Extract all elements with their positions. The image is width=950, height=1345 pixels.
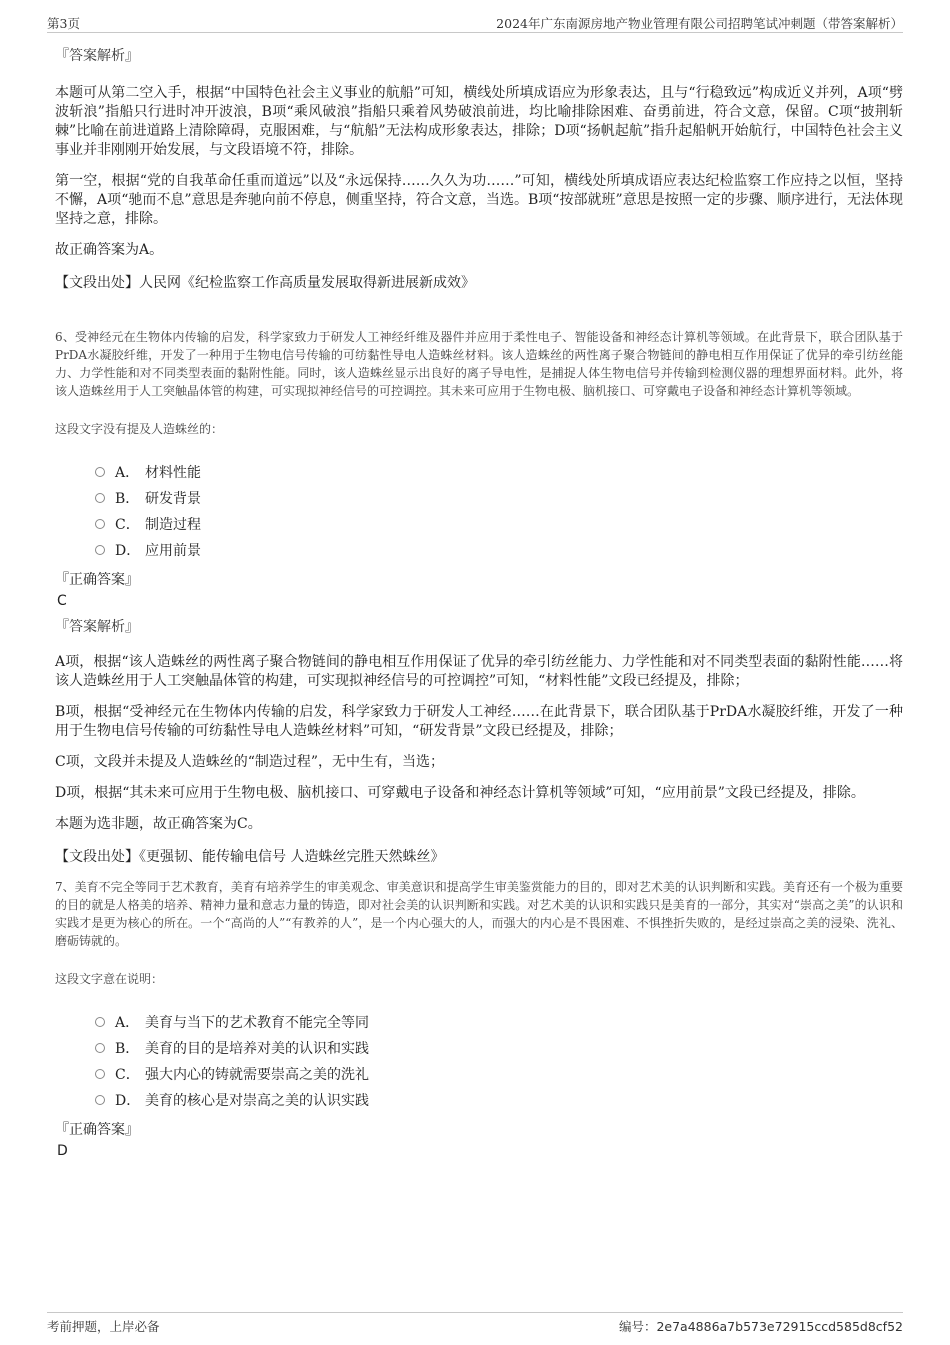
- option-letter: A．: [115, 465, 140, 481]
- page-footer: [47, 1312, 903, 1335]
- option-text: 强大内心的铸就需要崇高之美的洗礼: [145, 1067, 369, 1083]
- q6-question-text: 6、受神经元在生物体内传输的启发，科学家致力于研发人工神经纤维及器件并应用于柔性电子、智能设备和神经态计算机等领域。在此背景下，联合团队基于PrDA水凝胶纤维，开发了一种用于生物电信号传输的可纺黏性导电人造蛛丝材料。该人造蛛丝的两性离子聚合物链间的静电相互作用保证了优异的牵引纺丝能力、力学性能和对不同类型表面的黏附性能。同时，该人造蛛丝显示出良好的离子导电性，是捕捉人体生物电信号并传输到检测仪器的理想界面材料。此外，将该人造蛛丝用于人工突触晶体管的构建，可实现拟神经信号的可控调控。其未来可应用于生物电极、脑机接口、可穿戴电子设备和神经态计算机等领域。: [55, 330, 903, 398]
- q6-analysis-label: 『答案解析』: [55, 619, 139, 635]
- option-text: 制造过程: [145, 517, 201, 533]
- radio-icon[interactable]: [95, 1017, 105, 1027]
- radio-icon[interactable]: [95, 545, 105, 555]
- radio-icon[interactable]: [95, 519, 105, 529]
- q7-prompt: 这段文字意在说明：: [55, 972, 164, 986]
- page-header: [47, 14, 903, 33]
- q6-option-d[interactable]: [95, 537, 903, 563]
- q6-answer-label: 『正确答案』: [55, 572, 139, 588]
- q5-analysis-paragraph: 本题可从第二空入手，根据“中国特色社会主义事业的航船”可知，横线处所填成语应为形象表达，且与“行稳致远”构成近义并列，A项“劈波斩浪”指船只行进时冲开波浪，B项“乘风破浪”指船只乘着风势破浪前进，均比喻排除困难、奋勇前进，符合文意，保留。C项“披荆斩棘”比喻在前进道路上清除障碍，克服困难，与“航船”无法构成形象表达，排除；D项“扬帆起航”指升起船帆开始航行，中国特色社会主义事业并非刚刚开始发展，与文段语境不符，排除。: [55, 85, 903, 158]
- option-letter: D．: [115, 1093, 141, 1109]
- q6-options: [95, 459, 903, 563]
- q5-conclusion: 故正确答案为A。: [55, 242, 164, 258]
- radio-icon[interactable]: [95, 1095, 105, 1105]
- q6-answer-value: C: [57, 593, 67, 609]
- q6-analysis-paragraph: B项，根据“受神经元在生物体内传输的启发，科学家致力于研发人工神经……在此背景下，联合团队基于PrDA水凝胶纤维，开发了一种用于生物电信号传输的可纺黏性导电人造蛛丝材料”可知，“研发背景”文段已经提及，排除；: [55, 704, 903, 739]
- option-letter: D．: [115, 543, 141, 559]
- q6-option-b[interactable]: [95, 485, 903, 511]
- q6-conclusion: 本题为选非题，故正确答案为C。: [55, 816, 262, 832]
- q6-option-a[interactable]: [95, 459, 903, 485]
- q6-analysis-paragraph: D项，根据“其未来可应用于生物电极、脑机接口、可穿戴电子设备和神经态计算机等领域”可知，“应用前景”文段已经提及，排除。: [55, 785, 865, 801]
- q7-option-a[interactable]: [95, 1009, 903, 1035]
- q6-analysis-paragraph: C项，文段并未提及人造蛛丝的“制造过程”，无中生有，当选；: [55, 754, 445, 770]
- q5-analysis-paragraph: 第一空，根据“党的自我革命任重而道远”以及“永远保持……久久为功……”可知，横线处所填成语应表达纪检监察工作应持之以恒，坚持不懈，A项“驰而不息”意思是奔驰向前不停息，侧重坚持，符合文意，当选。B项“按部就班”意思是按照一定的步骤、顺序进行，无法体现坚持之意，排除。: [55, 173, 903, 227]
- q5-source: 【文段出处】人民网《纪检监察工作高质量发展取得新进展新成效》: [55, 275, 475, 291]
- option-text: 美育与当下的艺术教育不能完全等同: [145, 1015, 369, 1031]
- radio-icon[interactable]: [95, 1043, 105, 1053]
- radio-icon[interactable]: [95, 467, 105, 477]
- footer-code-value: 2e7a4886a7b573e72915ccd585d8cf52: [656, 1319, 903, 1334]
- q7-question-text: 7、美育不完全等同于艺术教育，美育有培养学生的审美观念、审美意识和提高学生审美鉴赏能力的目的，即对艺术美的认识判断和实践。美育还有一个极为重要的目的就是人格美的培养、精神力量和意志力量的铸造，即对社会美的认识判断和实践。对艺术美的认识和实践只是美育的一部分，其实对“崇高之美”的认识和实践才是更为核心的所在。一个“高尚的人”“有教养的人”，是一个内心强大的人，而强大的内心是不畏困难、不惧挫折失败的，是经过崇高之美的浸染、洗礼、磨砺铸就的。: [55, 880, 903, 948]
- q7-answer-label: 『正确答案』: [55, 1122, 139, 1138]
- q7-answer-value: D: [57, 1143, 68, 1159]
- document-title: 2024年广东南源房地产物业管理有限公司招聘笔试冲刺题（带答案解析）: [496, 16, 903, 31]
- q7-option-d[interactable]: [95, 1087, 903, 1113]
- option-letter: B．: [115, 1041, 140, 1057]
- footer-code-label: 编号：: [618, 1319, 657, 1334]
- option-letter: A．: [115, 1015, 140, 1031]
- q5-analysis-label: 『答案解析』: [55, 48, 139, 64]
- radio-icon[interactable]: [95, 493, 105, 503]
- footer-slogan: 考前押题，上岸必备: [47, 1319, 160, 1334]
- q6-analysis-paragraph: A项，根据“该人造蛛丝的两性离子聚合物链间的静电相互作用保证了优异的牵引纺丝能力、力学性能和对不同类型表面的黏附性能……将该人造蛛丝用于人工突触晶体管的构建，可实现拟神经信号的可控调控”可知，“材料性能”文段已经提及，排除；: [55, 654, 903, 689]
- option-letter: C．: [115, 517, 140, 533]
- option-text: 应用前景: [145, 543, 201, 559]
- q6-prompt: 这段文字没有提及人造蛛丝的：: [55, 422, 224, 436]
- q7-option-c[interactable]: [95, 1061, 903, 1087]
- option-text: 美育的核心是对崇高之美的认识实践: [145, 1093, 369, 1109]
- page-number: 第3页: [47, 16, 80, 31]
- q7-option-b[interactable]: [95, 1035, 903, 1061]
- main-content: [55, 46, 903, 1167]
- option-text: 研发背景: [145, 491, 201, 507]
- option-letter: C．: [115, 1067, 140, 1083]
- option-text: 材料性能: [145, 465, 201, 481]
- option-text: 美育的目的是培养对美的认识和实践: [145, 1041, 369, 1057]
- option-letter: B．: [115, 491, 140, 507]
- q6-option-c[interactable]: [95, 511, 903, 537]
- q7-options: [95, 1009, 903, 1113]
- q6-source: 【文段出处】《更强韧、能传输电信号 人造蛛丝完胜天然蛛丝》: [55, 849, 445, 865]
- footer-code: [619, 1317, 903, 1335]
- radio-icon[interactable]: [95, 1069, 105, 1079]
